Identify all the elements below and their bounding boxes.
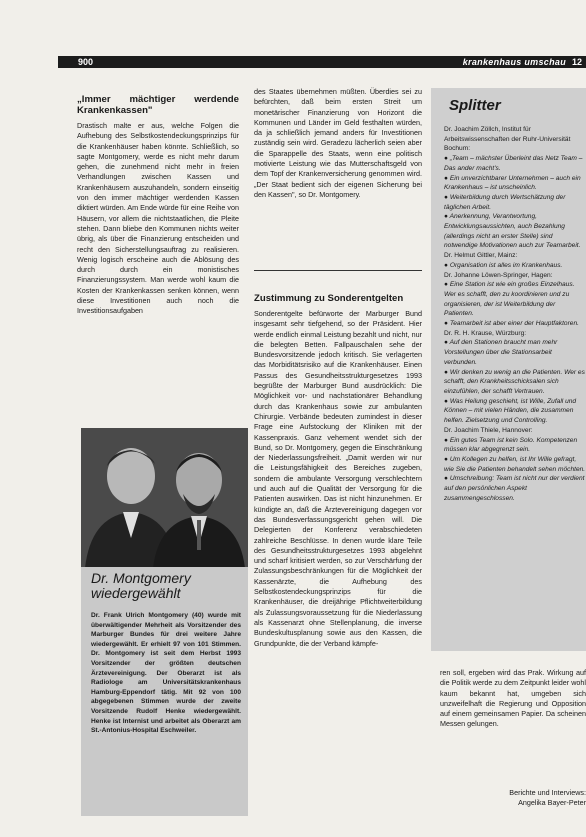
bullet-icon: ● <box>444 475 448 483</box>
column-2b-text: Sonderentgelte befürworte der Marburger Bund insgesamt sehr tiefgehend, so der Präsident. Hier werde endlich einmal Leistung bezahlt und nicht, nur die belegten Betten. Fallpauschalen sehe der Bundesvorsitzende jedoch kritisch. Sie verlagerten das Morbiditätsrisiko auf die Krankenhäuser. Einen Passus des Gesundheitsstrukturgesetzes 1993 begrüßte der Marburger Bund ausdrücklich: Die Möglichkeit vor- und nachstationärer Behandlung durch das Krankenhaus sowie zur ambulanten Chirurgie. Verbände bedeuten zumindest in dieser Frage eine Aufstockung der Kliniken mit der Kassenpraxis. Ganz vehement wendet sich der Bund, so Dr. Montgomery, gegen die Einschränkung der Niederlassungsfreiheit. „Damit werden wir nur die Leistungsfähigkeit des Bereiches zugeben, sondern die ambulante Versorgung verschlechtern und auch auf die Qualität der Versorgung für die Patienten auswirken. Das ist nicht hinzunehmen. Er kündigte an, daß die Ärztevereinigung dagegen vor das Bundesverfassungsgericht gehen will. Die Delegierten der Konferenz verabschiedeten zahlreiche Beschlüsse. In denen wurde klare Teile des Gesundheitsstrukturgesetzes 1993 abgelehnt und scharf kritisiert werden, so zur Verschärfung der Zulassungsbeschränkungen für die Möglichkeit der Kassenärzte, die Aufhebung des Selbstkostendeckungsprinzips für die Krankenhäuser, die dreijährige Pflichtweiterbildung als Zulassungsvoraussetzung für die Niederlassung als Kassenarzt ohne Stellenplanung, die inverse Bundeskultusplanung sowie aus den Kassen, die Grundpunkte, die der Verband kämpfe- <box>254 309 422 648</box>
byline-line-1: Berichte und Interviews: <box>509 788 586 797</box>
bullet-icon: ● <box>444 281 448 289</box>
bullet-icon: ● <box>444 193 448 201</box>
column-1-text: Drastisch malte er aus, welche Folgen die Aufhebung des Selbstkostendeckungsprinzips für die Krankenhäuser haben könnte. Schließlich, so sagte Montgomery, werde es nicht mehr darum gehen, die zunehmend nicht mehr in freien Verhandlungen zwischen Kassen und Krankenhäusern auszuhandeln, sondern einseitig von den immer mächtiger werdenden Kassen diktiert würden. Am Ende würde für eine Reihe von Häusern, vor allem die nichtstaatlichen, die Pleite stehen. Dann bliebe den Kommunen nichts weiter übrig, als über die Finanzierung entscheiden und recht den Sicherstellungsauftrag zu realisieren. Wenig logisch erscheine auch die Ablösung des durch durch ein monistisches Finanzierungssystem. Man werde wohl kaum die Kosten der Krankenkassen senken können, wenn diese Investitionen auch noch die Investitionsaufgaben <box>77 121 239 316</box>
bullet-icon: ● <box>444 155 448 163</box>
portrait-illustration <box>81 428 248 568</box>
splitter-sidebar <box>431 88 586 651</box>
magazine-title: krankenhaus umschau <box>462 57 566 67</box>
bullet-icon: ● <box>444 436 448 444</box>
page-number-right: 12 <box>571 57 582 67</box>
splitter-quote: Anerkennung, Verantwortung, Entwicklungsaussichten, auch Bezahlung (allerdings nicht an erster Stelle) sind notwendige Motivationen auch zur Teamarbeit. <box>444 213 581 250</box>
splitter-author: Dr. Joachim Zöllch, Institut für Arbeitswissenschaften der Ruhr-Universität Bochum: <box>444 126 571 153</box>
splitter-quote: „Team – mächster Überleint das Netz Team – Das ander macht's. <box>444 155 583 172</box>
article-column-2-bottom <box>254 293 422 650</box>
bullet-icon: ● <box>444 368 448 376</box>
caption-title: Dr. Montgomery wiedergewählt <box>91 570 191 601</box>
portrait-photo <box>81 428 248 568</box>
splitter-body <box>444 125 586 503</box>
splitter-quote: Auf den Stationen braucht man mehr Vorstellungen über die Stationsarbeit verbunden. <box>444 339 558 366</box>
caption-text: Dr. Frank Ulrich Montgomery (40) wurde mit überwältigender Mehrheit als Vorsitzender des Marburger Bundes für drei weitere Jahre wiedergewählt. Er erhielt 97 von 101 Stimmen. Dr. Montgomery ist seit dem Herbst 1993 Vorsitzender der größten deutschen Ärztevereinigung. Der Oberarzt ist als Radiologe am Universitätskrankenhaus Hamburg-Eppendorf tätig. Mit 92 von 100 abgegebenen Stimmen wurde der zweite Vorsitzende Rudolf Henke wiedergewählt. Henke ist Internist und arbeitet als Oberarzt am St.-Antonius-Hospital Eschweiler. <box>91 612 241 735</box>
bullet-icon: ● <box>444 261 448 269</box>
splitter-quote: Teamarbeit ist aber einer der Hauptfaktoren. <box>449 320 579 328</box>
section-heading-kassen: „Immer mächtiger werdende Krankenkassen" <box>77 94 239 116</box>
splitter-author: Dr. Johanne Löwen-Springer, Hagen: <box>444 271 553 279</box>
splitter-author: Dr. Joachim Thiele, Hannover: <box>444 426 533 434</box>
splitter-author: Dr. R. H. Krause, Würzburg: <box>444 329 527 337</box>
bullet-icon: ● <box>444 455 448 463</box>
article-column-1 <box>77 94 239 318</box>
splitter-quote: Ein gutes Team ist kein Solo. Kompetenzen müssen klar abgegrenzt sein. <box>444 436 578 454</box>
photo-caption-box <box>81 567 248 816</box>
section-heading-sonderentgelte: Zustimmung zu Sonderentgelten <box>254 293 404 304</box>
byline-author: Angelika Bayer-Peter <box>518 798 586 807</box>
page-header-bar <box>58 56 586 68</box>
bullet-icon: ● <box>444 397 448 405</box>
page-number-left: 900 <box>78 57 94 67</box>
bullet-icon: ● <box>444 320 448 328</box>
splitter-quote: Organisation ist alles im Krankenhaus. <box>449 261 563 269</box>
article-column-2-top <box>254 87 422 201</box>
byline <box>478 788 586 808</box>
article-column-3 <box>440 668 586 731</box>
splitter-quote: Wir denken zu wenig an die Patienten. Wer es schafft, den Krankheitsschicksalen sich einzufühlen, der schafft Vertrauen. <box>444 368 585 395</box>
splitter-quote: Eine Station ist wie ein großes Einzelhaus. Wer es schafft, den zu koordinieren und zu organisieren, der ist Weiterbildung der Patienten. <box>444 281 575 318</box>
column-2-text: des Staates übernehmen müßten. Überdies sei zu befürchten, daß beim ersten Streit um monetärischer Finanzierung von Horizont die Kommunen und Länder im Geld festhalten würden, da ja schließlich jemand anders für Investitionen zuständig sein wird. Geradezu lächerlich seien aber die Sparappelle des Staats, wenn eine politisch motivierte Leistung wie das Mutterschaftsgeld von dem Topf der Krankenversicherung genommen wird. „Der Staat bedient sich der eigenen Sicherung bei den Kassen", so Dr. Montgomery. <box>254 87 422 199</box>
splitter-title: Splitter <box>449 97 501 114</box>
bullet-icon: ● <box>444 339 448 347</box>
splitter-quote: Umschreibung: Team ist nicht nur der verdient auf den persönlichen Aspekt zusammengeschlossen. <box>444 475 585 502</box>
splitter-quote: Was Heilung geschieht, ist Wille, Zufall und Können – mit vielen Händen, die zusammen helfen. Zielsetzung und Controlling. <box>444 397 577 425</box>
splitter-quote: Ein unverzichtbarer Unternehmen – auch ein Krankenhaus – ist unscheinlich. <box>444 174 581 192</box>
splitter-author: Dr. Helmut Gittler, Mainz: <box>444 252 518 260</box>
column-3-text: ren soll, ergeben wird das Prak. Wirkung auf die Politik werde zu dem Zeitpunkt leider wohl kaum bekannt hat, umgeben sich unzweifelhaft die Regierung und Opposition auf einem gemeinsamen Papier. Da scheinen Messen gelungen. <box>440 668 586 729</box>
splitter-quote: Um Kollegen zu helfen, ist Ihr Wille gefragt, wie Sie die Patienten behandelt sehen möchten. <box>444 455 586 473</box>
bullet-icon: ● <box>444 174 448 182</box>
splitter-quote: Weiterbildung durch Wertschätzung der täglichen Arbeit. <box>444 193 566 211</box>
bullet-icon: ● <box>444 213 448 221</box>
section-divider <box>254 270 422 271</box>
